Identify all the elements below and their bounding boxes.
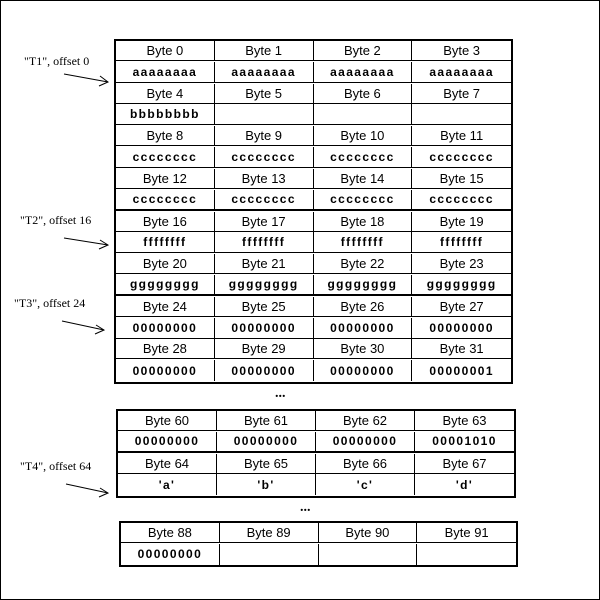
byte-value: aaaaaaaa (116, 62, 215, 83)
byte-value: 00000001 (429, 363, 494, 378)
byte-label: Byte 26 (314, 297, 413, 317)
byte-label: Byte 63 (415, 411, 514, 431)
byte-label: Byte 67 (415, 454, 514, 474)
t1-offset-label: "T1", offset 0 (24, 54, 90, 68)
byte-label: Byte 9 (215, 126, 314, 146)
byte-label: Byte 60 (118, 411, 217, 431)
byte-value: cccccccc (412, 147, 511, 168)
byte-label: Byte 88 (121, 523, 220, 543)
byte-label: Byte 62 (316, 411, 415, 431)
byte-value (314, 104, 413, 125)
byte-label: Byte 4 (116, 84, 215, 104)
byte-value: 00000000 (215, 318, 314, 339)
byte-value: aaaaaaaa (215, 62, 314, 83)
byte-value: 00000000 (412, 318, 511, 339)
byte-value (412, 104, 511, 125)
t4-offset-label: "T4", offset 64 (20, 459, 92, 473)
byte-label: Byte 17 (215, 212, 314, 232)
byte-value: 'c' (316, 474, 415, 495)
byte-label: Byte 23 (412, 254, 511, 274)
byte-value: cccccccc (215, 190, 314, 211)
byte-value: cccccccc (314, 147, 413, 168)
byte-label: Byte 91 (417, 523, 516, 543)
byte-value: 00000000 (316, 432, 415, 453)
byte-value: ffffffff (412, 232, 511, 253)
byte-value: gggggggg (412, 275, 511, 296)
byte-value: 00000000 (314, 360, 413, 381)
byte-value: 00001010 (415, 432, 514, 453)
byte-value: gggggggg (116, 275, 215, 296)
byte-label: Byte 8 (116, 126, 215, 146)
byte-label: Byte 14 (314, 169, 413, 189)
byte-value: 00000000 (116, 360, 215, 381)
byte-value: 'b' (217, 474, 316, 495)
byte-value: 00000000 (215, 360, 314, 381)
ellipsis-after-block1: ... (275, 386, 286, 401)
byte-label: Byte 2 (314, 41, 413, 61)
byte-label: Byte 5 (215, 84, 314, 104)
byte-label: Byte 6 (314, 84, 413, 104)
byte-value: cccccccc (412, 190, 511, 211)
byte-value: ffffffff (314, 232, 413, 253)
byte-label: Byte 28 (116, 339, 215, 359)
byte-label: Byte 89 (220, 523, 319, 543)
t3-offset-label: "T3", offset 24 (14, 296, 86, 310)
byte-label: Byte 31 (412, 339, 511, 359)
byte-label: Byte 19 (412, 212, 511, 232)
byte-label: Byte 18 (314, 212, 413, 232)
byte-label: Byte 29 (215, 339, 314, 359)
byte-value: cccccccc (116, 147, 215, 168)
memory-block-bytes-60-67 (116, 409, 516, 498)
byte-value: 00000000 (121, 544, 220, 565)
byte-value: gggggggg (314, 275, 413, 296)
byte-label: Byte 20 (116, 254, 215, 274)
byte-value: aaaaaaaa (314, 62, 413, 83)
byte-label: Byte 7 (412, 84, 511, 104)
byte-label: Byte 0 (116, 41, 215, 61)
byte-value: 00000000 (217, 432, 316, 453)
byte-label: Byte 11 (412, 126, 511, 146)
byte-label: Byte 15 (412, 169, 511, 189)
byte-label: Byte 65 (217, 454, 316, 474)
byte-value: cccccccc (314, 190, 413, 211)
byte-value: 'd' (455, 477, 474, 492)
byte-label: Byte 21 (215, 254, 314, 274)
byte-label: Byte 27 (412, 297, 511, 317)
byte-value (220, 544, 319, 565)
byte-value: ffffffff (215, 232, 314, 253)
byte-label: Byte 30 (314, 339, 413, 359)
byte-label: Byte 3 (412, 41, 511, 61)
byte-value: cccccccc (116, 190, 215, 211)
byte-value: aaaaaaaa (412, 62, 511, 83)
byte-label: Byte 16 (116, 212, 215, 232)
byte-value: 00000000 (314, 318, 413, 339)
byte-value (319, 544, 418, 565)
byte-label: Byte 25 (215, 297, 314, 317)
byte-label: Byte 10 (314, 126, 413, 146)
memory-block-bytes-88-91 (119, 521, 518, 567)
byte-label: Byte 66 (316, 454, 415, 474)
t2-offset-label: "T2", offset 16 (20, 213, 92, 227)
byte-value: 00000000 (118, 432, 217, 453)
byte-value: bbbbbbbb (116, 104, 215, 125)
byte-value: cccccccc (215, 147, 314, 168)
byte-value: 'a' (118, 474, 217, 495)
byte-value (215, 104, 314, 125)
byte-label: Byte 13 (215, 169, 314, 189)
byte-value: 00000000 (116, 318, 215, 339)
byte-label: Byte 12 (116, 169, 215, 189)
byte-value (417, 544, 516, 565)
memory-block-bytes-0-31 (114, 39, 513, 384)
byte-label: Byte 24 (116, 297, 215, 317)
byte-value: gggggggg (215, 275, 314, 296)
byte-label: Byte 90 (319, 523, 418, 543)
byte-label: Byte 22 (314, 254, 413, 274)
byte-label: Byte 64 (118, 454, 217, 474)
ellipsis-after-block2: ... (300, 500, 311, 515)
byte-label: Byte 1 (215, 41, 314, 61)
byte-label: Byte 61 (217, 411, 316, 431)
byte-value: ffffffff (116, 232, 215, 253)
